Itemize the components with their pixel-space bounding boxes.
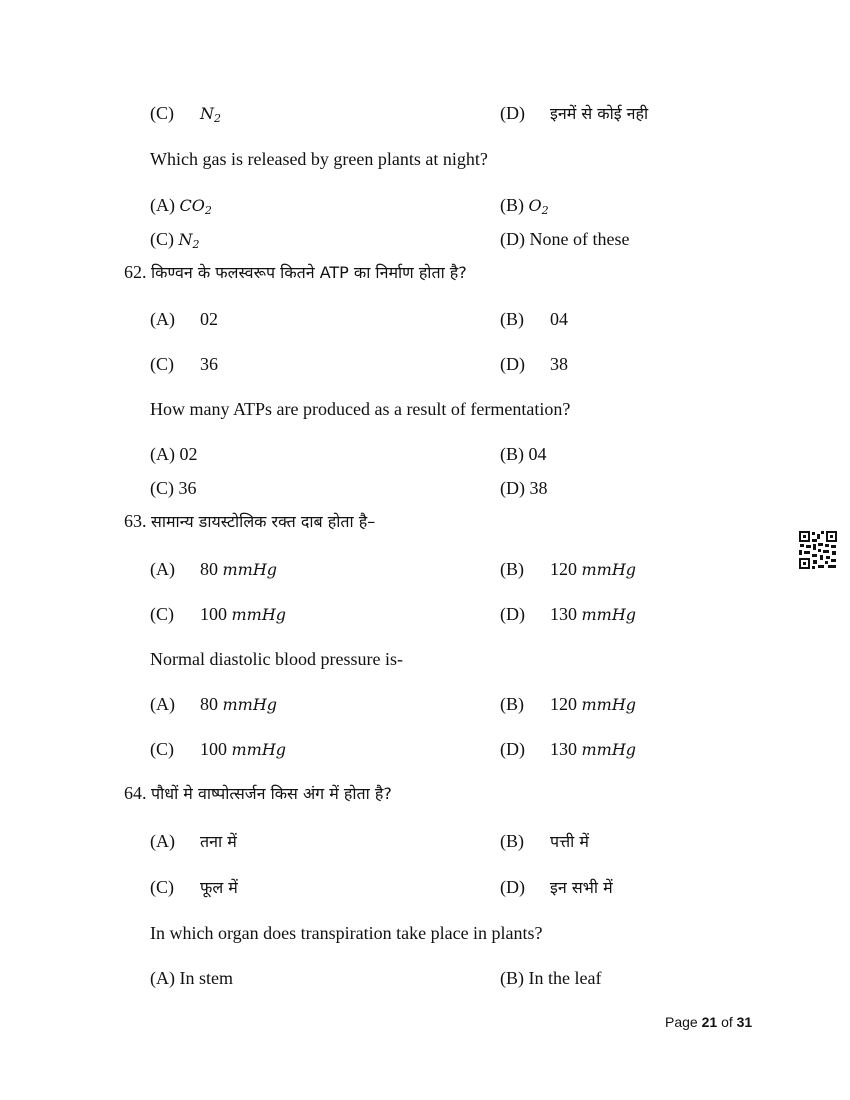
option-b: (B) पत्ती में (500, 831, 589, 851)
option-a: (A) तना में (150, 831, 237, 851)
option-a: (A) 80 mmHg (150, 559, 278, 579)
page-footer: Page 21 of 31 (665, 1014, 753, 1030)
option-d: (D) 38 (500, 354, 568, 374)
option-d: (D) 130 mmHg (500, 739, 637, 759)
option-d: (D) None of these (500, 229, 630, 249)
option-a: (A) 02 (150, 309, 218, 329)
option-a: (A) 80 mmHg (150, 694, 278, 714)
option-d: (D) इन सभी में (500, 877, 613, 897)
option-d: (D) 130 mmHg (500, 604, 637, 624)
option-d: (D) इनमें से कोई नही (500, 103, 649, 123)
option-b: (B) 120 mmHg (500, 694, 637, 714)
option-c: (C) 36 (150, 354, 218, 374)
question-62-en: How many ATPs are produced as a result of fermentation? (150, 399, 571, 419)
option-c: (C) 36 (150, 478, 197, 498)
option-d: (D) 38 (500, 478, 548, 498)
question-text-en: Which gas is released by green plants at night? (150, 149, 488, 169)
option-b: (B) In the leaf (500, 968, 602, 988)
option-b: (B) 120 mmHg (500, 559, 637, 579)
option-b: (B) $O_2$ (500, 195, 549, 217)
option-c: (C) $N_2$ (150, 229, 200, 251)
option-c: (C) 100 mmHg (150, 604, 287, 624)
option-b: (B) 04 (500, 309, 568, 329)
option-a: (A) $CO_2$ (150, 195, 212, 217)
question-64-en: In which organ does transpiration take place in plants? (150, 923, 543, 943)
option-a: (A) In stem (150, 968, 233, 988)
option-c: (C) फूल में (150, 877, 238, 897)
question-63-hi: 63. सामान्य डायस्टोलिक रक्त दाब होता है– (124, 511, 376, 531)
qr-code-icon (798, 530, 838, 570)
question-63-en: Normal diastolic blood pressure is- (150, 649, 403, 669)
option-a: (A) 02 (150, 444, 198, 464)
option-b: (B) 04 (500, 444, 547, 464)
option-c: (C) 100 mmHg (150, 739, 287, 759)
option-value: $N_2$ (200, 104, 221, 125)
question-62-hi: 62. किण्वन के फलस्वरूप कितने ATP का निर्माण होता है? (124, 262, 467, 282)
question-64-hi: 64. पौधों मे वाष्पोत्सर्जन किस अंग में होता है? (124, 783, 392, 803)
option-c: (C) $N_2$ (150, 103, 221, 125)
